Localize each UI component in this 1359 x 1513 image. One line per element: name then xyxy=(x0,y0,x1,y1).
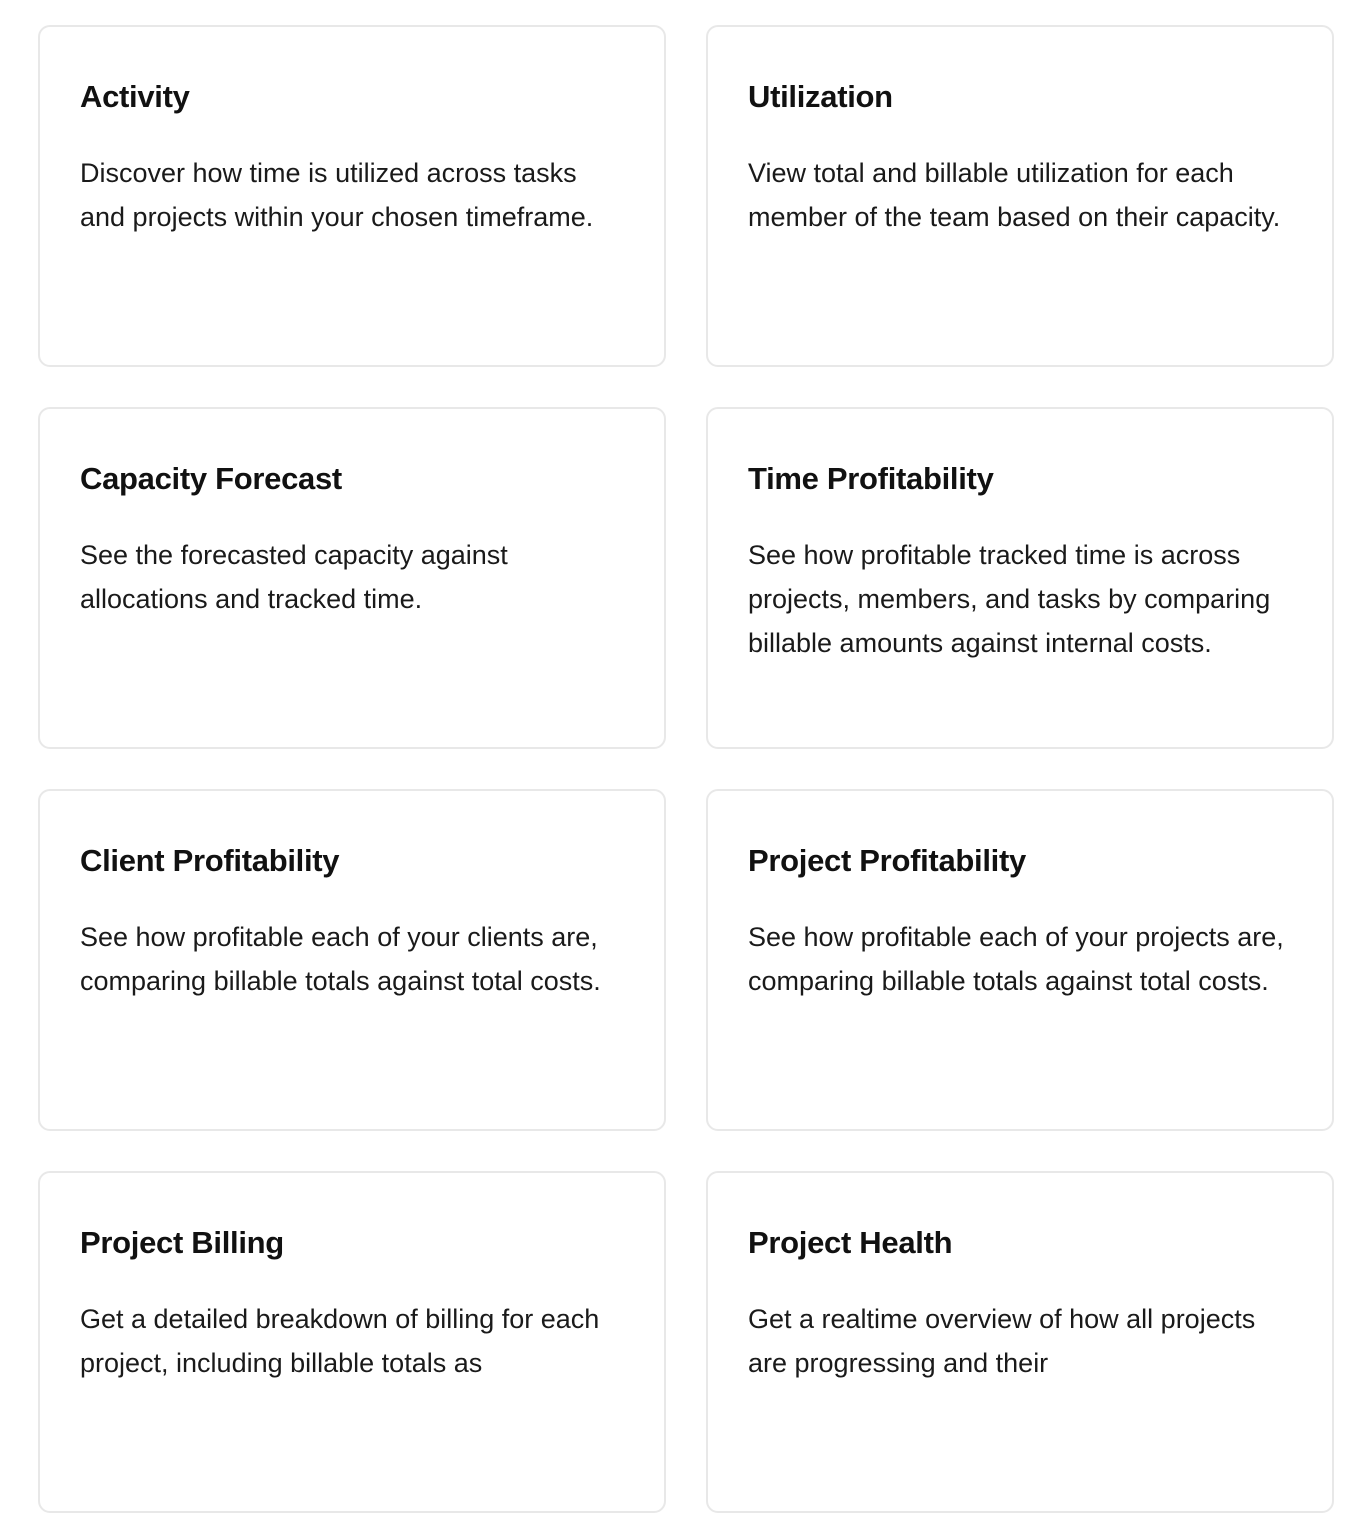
card-title: Utilization xyxy=(748,79,893,114)
card-description: See how profitable each of your projects are, comparing billable totals against total costs. xyxy=(748,922,1284,996)
card-description: Get a realtime overview of how all projects are progressing and their xyxy=(748,1304,1256,1378)
card-description: See the forecasted capacity against allocations and tracked time. xyxy=(80,540,508,614)
report-card-client-profitability[interactable] xyxy=(38,789,666,1131)
card-title: Project Billing xyxy=(80,1225,284,1260)
report-card-project-profitability[interactable] xyxy=(706,789,1334,1131)
report-card-project-billing[interactable] xyxy=(38,1171,666,1513)
card-title: Project Profitability xyxy=(748,843,1026,878)
card-title: Capacity Forecast xyxy=(80,461,342,496)
card-title: Client Profitability xyxy=(80,843,340,878)
report-card-time-profitability[interactable] xyxy=(706,407,1334,749)
card-description: Discover how time is utilized across tasks and projects within your chosen timeframe. xyxy=(80,158,594,232)
card-description: See how profitable tracked time is across projects, members, and tasks by comparing billable amounts against internal costs. xyxy=(748,540,1271,658)
report-cards-grid xyxy=(38,25,1334,1513)
card-description: See how profitable each of your clients are, comparing billable totals against total costs. xyxy=(80,922,601,996)
card-description: View total and billable utilization for each member of the team based on their capacity. xyxy=(748,158,1281,232)
card-title: Project Health xyxy=(748,1225,953,1260)
card-description: Get a detailed breakdown of billing for each project, including billable totals as xyxy=(80,1304,600,1378)
card-title: Activity xyxy=(80,79,190,114)
report-card-activity[interactable] xyxy=(38,25,666,367)
report-card-capacity-forecast[interactable] xyxy=(38,407,666,749)
card-title: Time Profitability xyxy=(748,461,994,496)
report-card-project-health[interactable] xyxy=(706,1171,1334,1513)
report-card-utilization[interactable] xyxy=(706,25,1334,367)
